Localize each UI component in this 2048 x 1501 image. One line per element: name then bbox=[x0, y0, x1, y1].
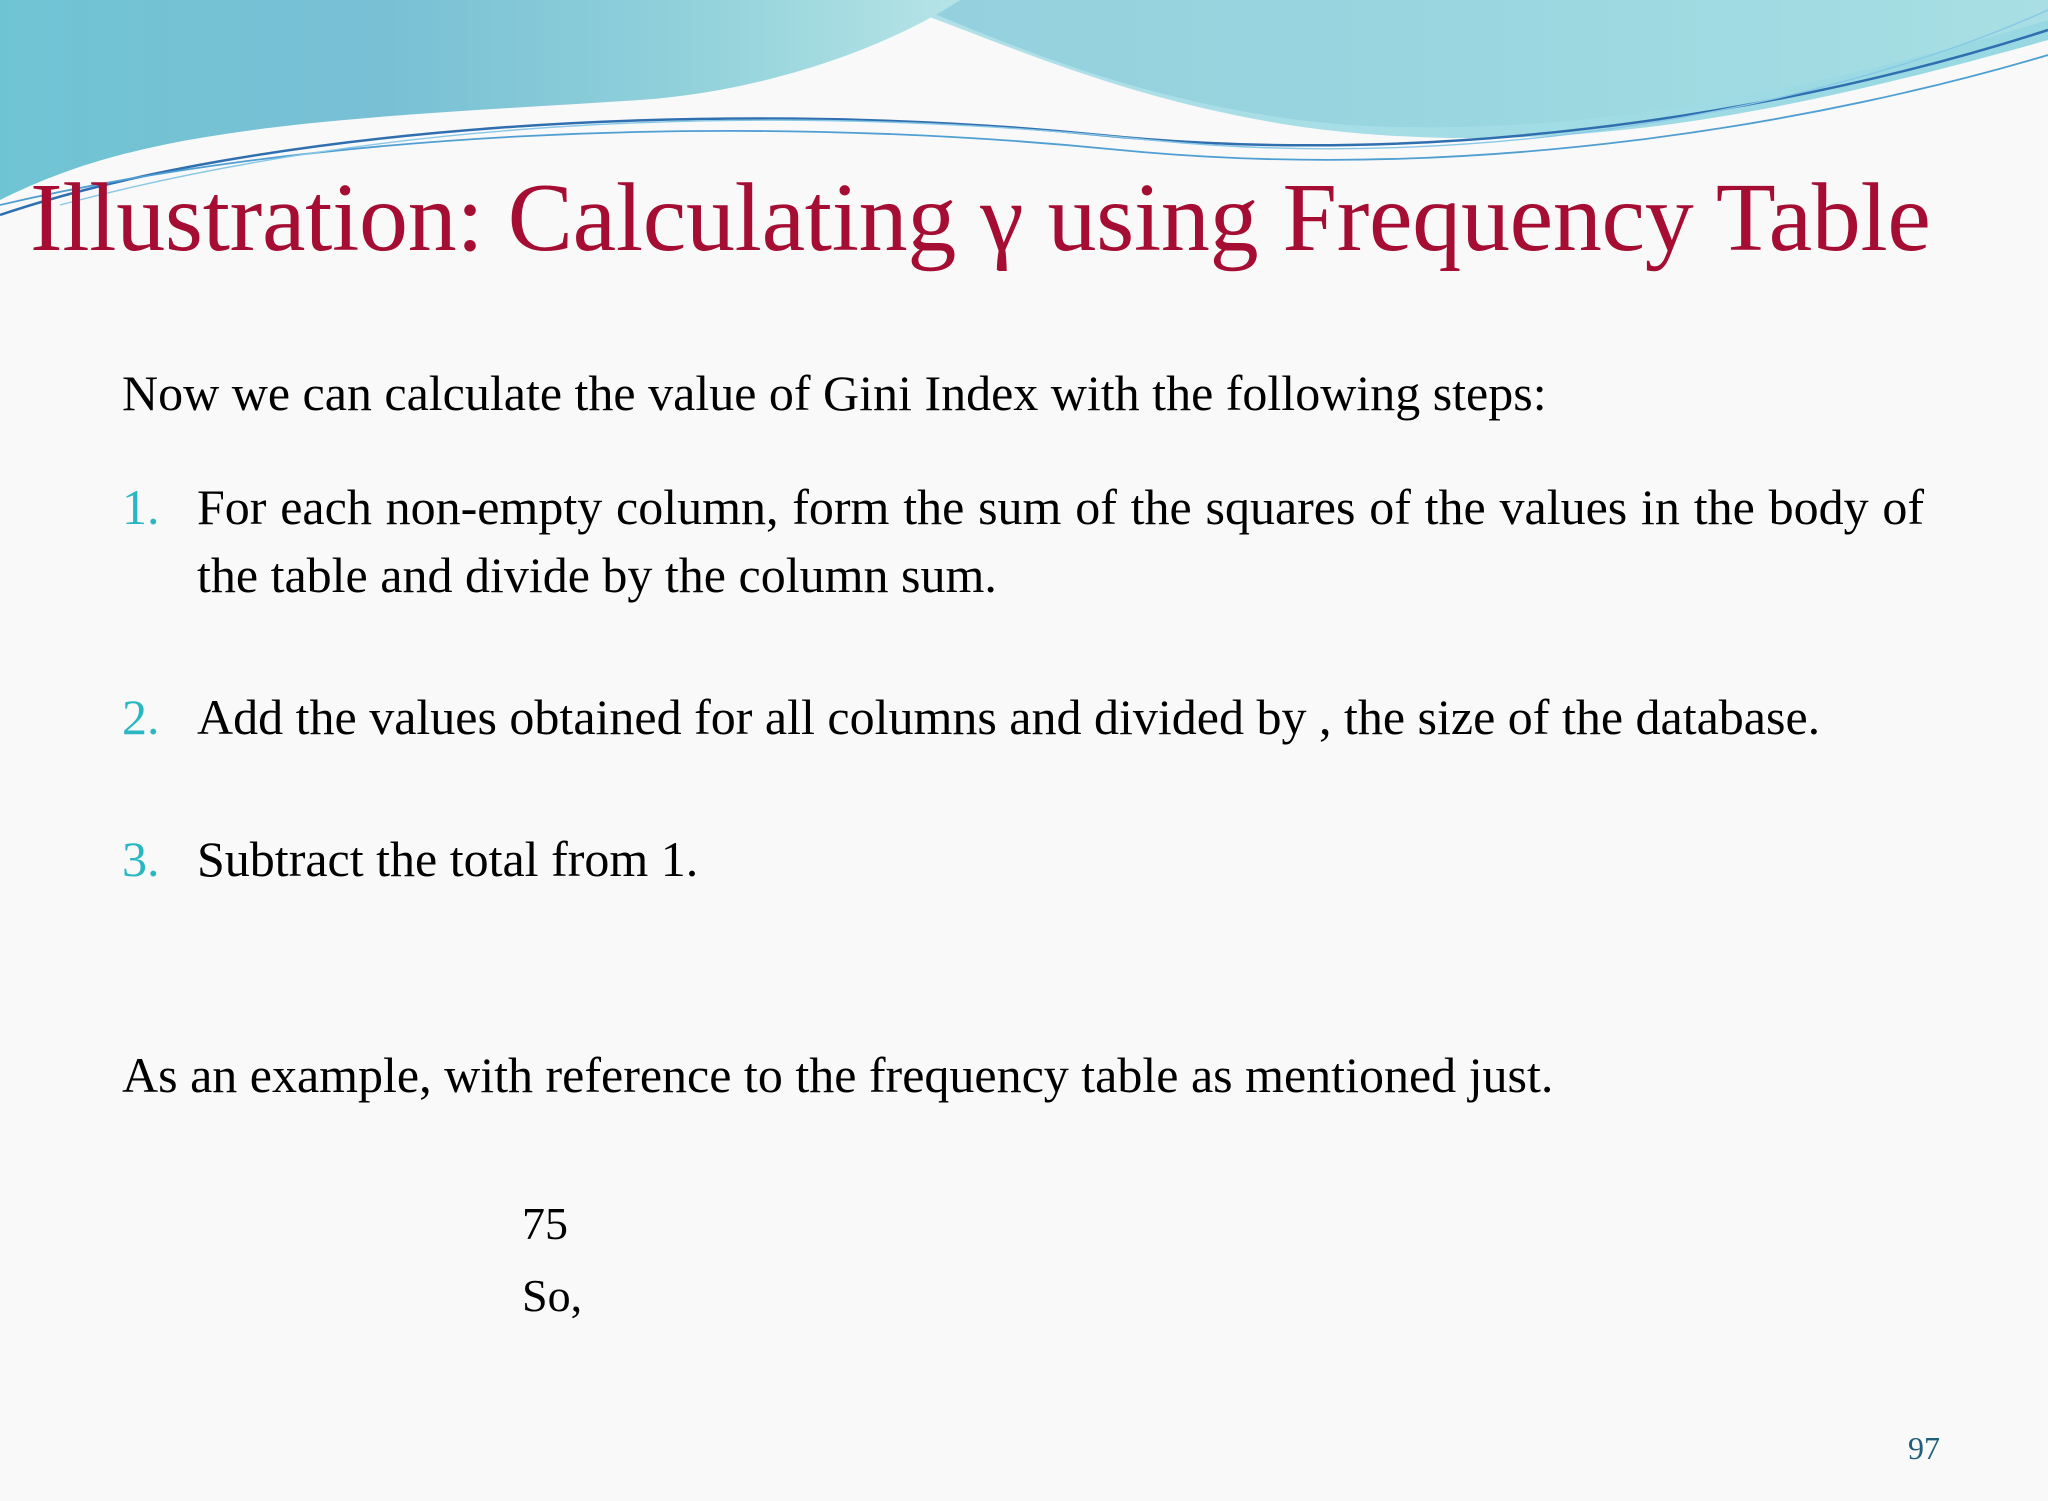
steps-list bbox=[122, 473, 1924, 967]
list-item bbox=[122, 473, 1924, 609]
list-item bbox=[122, 683, 1924, 751]
step-number: 3. bbox=[122, 831, 160, 887]
page-number: 97 bbox=[1908, 1430, 1940, 1466]
step-text: Add the values obtained for all columns and divided by , the size of the database. bbox=[197, 689, 1821, 745]
slide-title: Illustration: Calculating γ using Frequency Table bbox=[30, 164, 1931, 272]
value-text: 75 bbox=[522, 1198, 568, 1249]
step-number: 1. bbox=[122, 479, 160, 535]
intro-text: Now we can calculate the value of Gini Index with the following steps: bbox=[122, 365, 1547, 421]
step-number: 2. bbox=[122, 689, 160, 745]
list-item bbox=[122, 825, 1924, 893]
example-text: As an example, with reference to the frequency table as mentioned just. bbox=[122, 1047, 1554, 1103]
so-text: So, bbox=[522, 1270, 583, 1321]
step-text: For each non-empty column, form the sum of the squares of the values in the body of the table and divide by the column sum. bbox=[197, 479, 1924, 603]
step-text: Subtract the total from 1. bbox=[197, 831, 699, 887]
